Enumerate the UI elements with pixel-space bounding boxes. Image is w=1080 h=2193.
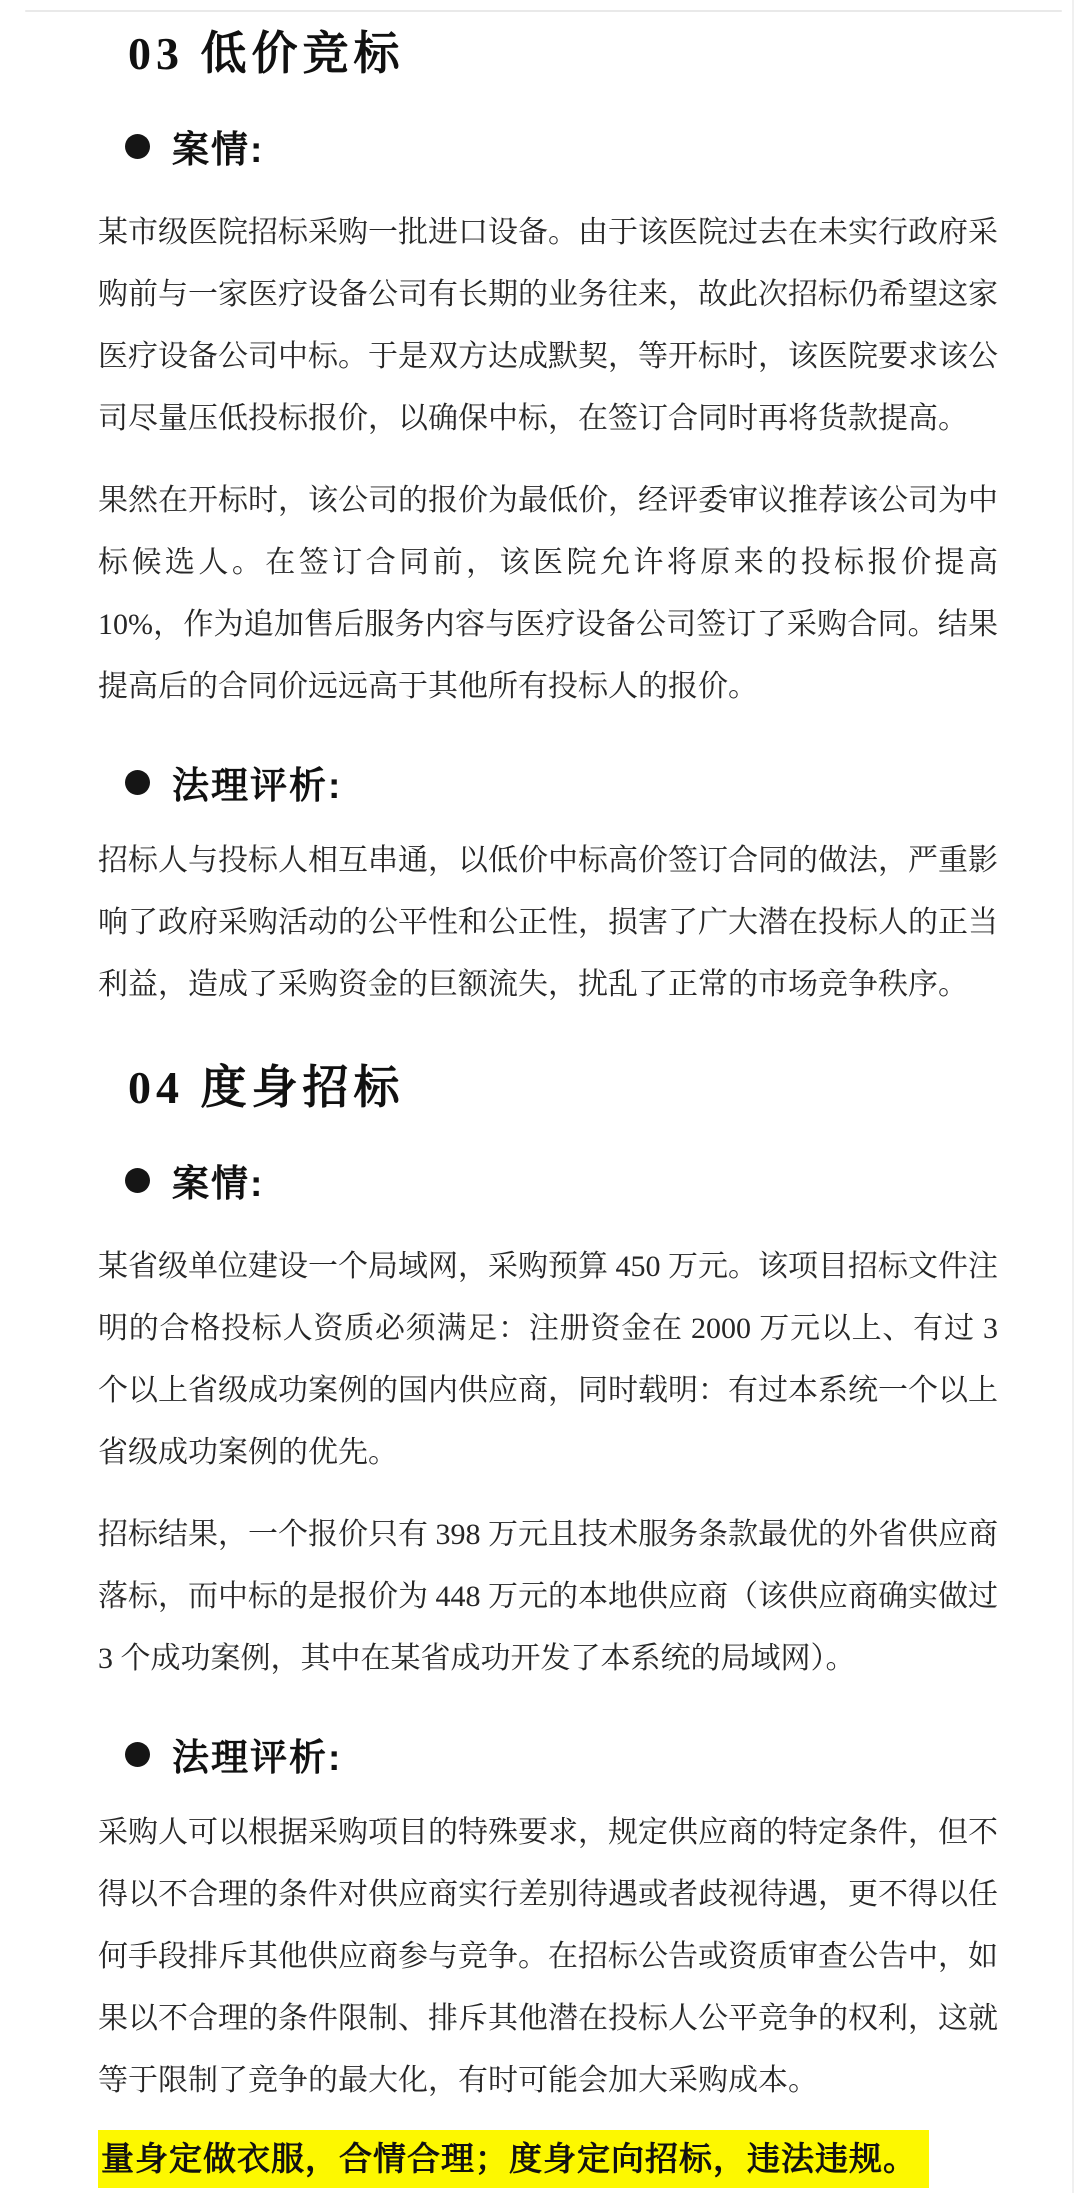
section-04 xyxy=(98,1060,998,2188)
case-paragraph: 某省级单位建设一个局域网，采购预算 450 万元。该项目招标文件注明的合格投标人资质必须满足：注册资金在 2000 万元以上、有过 3 个以上省级成功案例的国内供应商，同时载明：有过本系统一个以上省级成功案例的优先。 xyxy=(98,1250,998,1469)
bullet-icon xyxy=(125,770,150,795)
analysis-paragraph: 采购人可以根据采购项目的特殊要求，规定供应商的特定条件，但不得以不合理的条件对供应商实行差别待遇或者歧视待遇，更不得以任何手段排斥其他供应商参与竞争。在招标公告或资质审查公告中，如果以不合理的条件限制、排斥其他潜在投标人公平竞争的权利，这就等于限制了竞争的最大化，有时可能会加大采购成本。 xyxy=(98,1816,998,2097)
section-title: 03 低价竞标 xyxy=(128,28,405,79)
analysis-paragraph: 招标人与投标人相互串通，以低价中标高价签订合同的做法，严重影响了政府采购活动的公平性和公正性，损害了广大潜在投标人的正当利益，造成了采购资金的巨额流失，扰乱了正常的市场竞争秩序。 xyxy=(98,844,998,1001)
case-paragraph: 招标结果，一个报价只有 398 万元且技术服务条款最优的外省供应商落标，而中标的是报价为 448 万元的本地供应商（该供应商确实做过 3 个成功案例，其中在某省成功开发了本系统的局域网）。 xyxy=(98,1518,998,1675)
section-03 xyxy=(98,26,998,1016)
analysis-label: 法理评析: xyxy=(172,1737,343,1778)
analysis-label: 法理评析: xyxy=(172,765,343,806)
analysis-heading xyxy=(125,760,998,804)
highlight-note: 量身定做衣服，合情合理；度身定向招标，违法违规。 xyxy=(98,2130,929,2188)
bullet-icon xyxy=(125,1168,150,1193)
bullet-icon xyxy=(125,134,150,159)
case-label: 案情: xyxy=(172,129,265,170)
bullet-icon xyxy=(125,1742,150,1767)
case-heading xyxy=(125,124,998,168)
case-label: 案情: xyxy=(172,1163,265,1204)
right-edge-line xyxy=(1072,0,1074,2193)
top-edge-divider xyxy=(25,10,1062,12)
case-heading xyxy=(125,1158,998,1202)
section-title: 04 度身招标 xyxy=(128,1062,405,1113)
case-paragraph: 某市级医院招标采购一批进口设备。由于该医院过去在未实行政府采购前与一家医疗设备公司有长期的业务往来，故此次招标仍希望这家医疗设备公司中标。于是双方达成默契，等开标时，该医院要求该公司尽量压低投标报价，以确保中标，在签订合同时再将货款提高。 xyxy=(98,216,998,435)
case-paragraph: 果然在开标时，该公司的报价为最低价，经评委审议推荐该公司为中标候选人。在签订合同前，该医院允许将原来的投标报价提高 10%，作为追加售后服务内容与医疗设备公司签订了采购合同。结果提高后的合同价远远高于其他所有投标人的报价。 xyxy=(98,484,998,703)
analysis-heading xyxy=(125,1732,998,1776)
